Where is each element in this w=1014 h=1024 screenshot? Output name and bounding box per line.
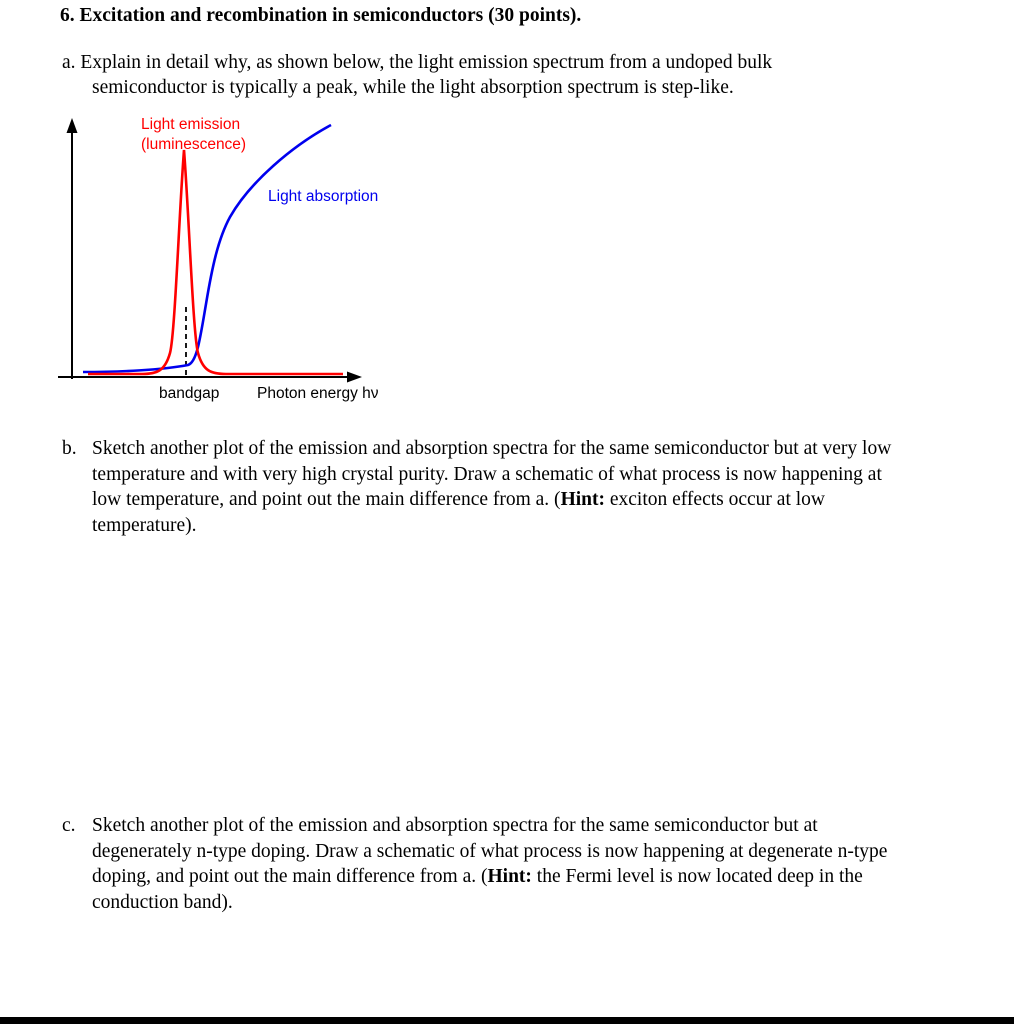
spectra-figure bbox=[50, 105, 470, 415]
absorption-label: Light absorption bbox=[268, 188, 379, 205]
part-c-paragraph bbox=[62, 813, 907, 915]
part-c-text-before-hint: Sketch another plot of the emission and absorption spectra for the same semiconductor but at degenerately n-type doping. Draw a schematic of what process is now happening at degenerate n-type doping, and point out the main difference from a. ( bbox=[92, 815, 888, 887]
part-c-text-after-hint: the Fermi level is now located deep in the conduction band). bbox=[92, 866, 863, 913]
x-axis-title: Photon energy hν bbox=[257, 385, 379, 402]
emission-label-line1: Light emission bbox=[141, 116, 241, 133]
part-a-label: a. bbox=[62, 51, 76, 73]
scan-bottom-edge bbox=[0, 1017, 1014, 1024]
part-b-text-before-hint: Sketch another plot of the emission and absorption spectra for the same semiconductor but at very low temperature and with very high crystal purity. Draw a schematic of what process is now happening at low temperature, and point out the main difference from a. ( bbox=[92, 438, 892, 510]
x-axis-arrowhead bbox=[347, 372, 362, 383]
part-c-text bbox=[92, 813, 907, 915]
part-b-text-after-hint: exciton effects occur at low temperature). bbox=[92, 489, 825, 536]
absorption-curve bbox=[83, 125, 331, 372]
spectra-figure-svg bbox=[50, 105, 470, 415]
part-c-hint-label: Hint: bbox=[487, 866, 532, 887]
problem-title: 6. Excitation and recombination in semiconductors (30 points). bbox=[60, 5, 582, 26]
part-a-text: Explain in detail why, as shown below, the light emission spectrum from a undoped bulk semiconductor is typically a peak, while the light absorption spectrum is step-like. bbox=[80, 51, 773, 98]
emission-label-line2: (luminescence) bbox=[141, 136, 247, 153]
emission-curve bbox=[88, 150, 343, 374]
part-b-hint-label: Hint: bbox=[560, 489, 605, 510]
part-b-label: b. bbox=[62, 438, 77, 459]
part-b-paragraph bbox=[62, 436, 907, 538]
part-a-paragraph bbox=[62, 50, 887, 101]
part-b-text bbox=[92, 436, 907, 538]
bandgap-tick-label: bandgap bbox=[159, 385, 220, 402]
part-c-label: c. bbox=[62, 815, 76, 836]
y-axis-arrowhead bbox=[67, 118, 78, 133]
